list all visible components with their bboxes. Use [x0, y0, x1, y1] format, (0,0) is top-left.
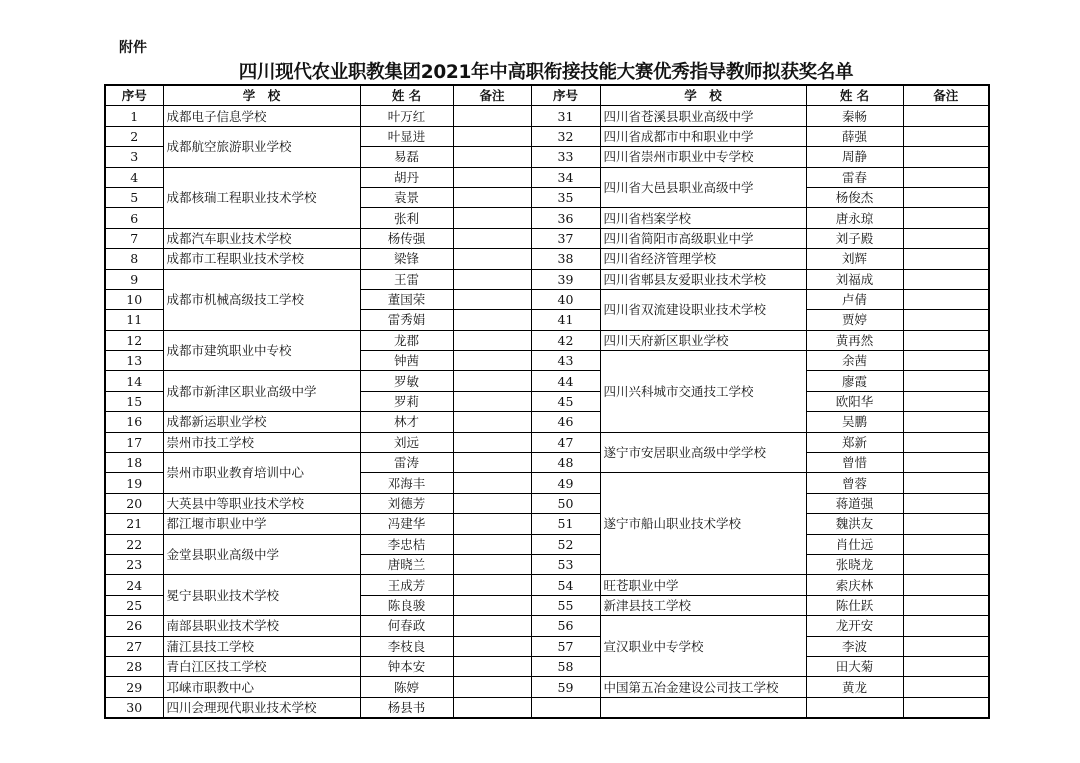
- note-cell: [903, 330, 989, 350]
- school-cell: 四川会理现代职业技术学校: [163, 697, 360, 718]
- table-row: [105, 493, 989, 513]
- note-cell: [903, 351, 989, 371]
- note-cell: [903, 636, 989, 656]
- seq-cell: 50: [531, 493, 600, 513]
- table-row: [105, 534, 989, 554]
- note-cell: [903, 106, 989, 126]
- note-cell: [903, 228, 989, 248]
- seq-cell: 27: [105, 636, 163, 656]
- school-cell: 四川省郫县友爱职业技术学校: [600, 269, 806, 289]
- header-note: 备注: [903, 85, 989, 106]
- seq-cell: 20: [105, 493, 163, 513]
- name-cell: 何春政: [360, 616, 453, 636]
- name-cell: 刘远: [360, 432, 453, 452]
- seq-cell: 34: [531, 167, 600, 187]
- name-cell: 叶显进: [360, 126, 453, 146]
- seq-cell: 46: [531, 412, 600, 432]
- table-row: [105, 126, 989, 146]
- name-cell: 刘福成: [806, 269, 903, 289]
- note-cell: [903, 167, 989, 187]
- name-cell: 钟茜: [360, 351, 453, 371]
- note-cell: [453, 595, 531, 615]
- header-note: 备注: [453, 85, 531, 106]
- table-row: [105, 269, 989, 289]
- seq-cell: 19: [105, 473, 163, 493]
- seq-cell: 14: [105, 371, 163, 391]
- name-cell: 罗莉: [360, 391, 453, 411]
- name-cell: 董国荣: [360, 289, 453, 309]
- seq-cell: 8: [105, 249, 163, 269]
- note-cell: [453, 351, 531, 371]
- name-cell: 秦畅: [806, 106, 903, 126]
- table-row: [105, 697, 989, 718]
- school-cell: 四川兴科城市交通技工学校: [600, 351, 806, 433]
- school-cell: 四川省大邑县职业高级中学: [600, 167, 806, 208]
- seq-cell: 40: [531, 289, 600, 309]
- school-cell: 四川天府新区职业学校: [600, 330, 806, 350]
- name-cell: 陈婷: [360, 677, 453, 697]
- seq-cell: 7: [105, 228, 163, 248]
- note-cell: [453, 493, 531, 513]
- note-cell: [453, 575, 531, 595]
- name-cell: 卢倩: [806, 289, 903, 309]
- seq-cell: 10: [105, 289, 163, 309]
- note-cell: [453, 453, 531, 473]
- school-cell: 宣汉职业中专学校: [600, 616, 806, 677]
- table-row: [105, 575, 989, 595]
- seq-cell: 43: [531, 351, 600, 371]
- note-cell: [903, 187, 989, 207]
- name-cell: 梁锋: [360, 249, 453, 269]
- note-cell: [453, 616, 531, 636]
- name-cell: 薛强: [806, 126, 903, 146]
- name-cell: [806, 697, 903, 718]
- seq-cell: 23: [105, 554, 163, 574]
- seq-cell: 28: [105, 656, 163, 676]
- note-cell: [453, 697, 531, 718]
- name-cell: 刘德芳: [360, 493, 453, 513]
- table-row: [105, 330, 989, 350]
- name-cell: 廖霞: [806, 371, 903, 391]
- name-cell: 李忠桔: [360, 534, 453, 554]
- table-row: [105, 453, 989, 473]
- school-cell: 成都市新津区职业高级中学: [163, 371, 360, 412]
- seq-cell: 6: [105, 208, 163, 228]
- note-cell: [453, 310, 531, 330]
- note-cell: [453, 289, 531, 309]
- note-cell: [453, 412, 531, 432]
- school-cell: 四川省双流建设职业技术学校: [600, 289, 806, 330]
- school-cell: 崇州市技工学校: [163, 432, 360, 452]
- school-cell: 青白江区技工学校: [163, 656, 360, 676]
- name-cell: 吴鹏: [806, 412, 903, 432]
- note-cell: [453, 269, 531, 289]
- note-cell: [903, 249, 989, 269]
- name-cell: 易磊: [360, 147, 453, 167]
- header-seq: 序号: [105, 85, 163, 106]
- school-cell: 遂宁市船山职业技术学校: [600, 473, 806, 575]
- school-cell: 冕宁县职业技术学校: [163, 575, 360, 616]
- table-row: [105, 167, 989, 187]
- table-row: [105, 432, 989, 452]
- school-cell: 中国第五冶金建设公司技工学校: [600, 677, 806, 697]
- seq-cell: 58: [531, 656, 600, 676]
- table-row: [105, 677, 989, 697]
- school-cell: 金堂县职业高级中学: [163, 534, 360, 575]
- name-cell: 曾惜: [806, 453, 903, 473]
- note-cell: [453, 391, 531, 411]
- note-cell: [453, 534, 531, 554]
- note-cell: [903, 595, 989, 615]
- school-cell: 成都航空旅游职业学校: [163, 126, 360, 167]
- name-cell: 周静: [806, 147, 903, 167]
- seq-cell: 56: [531, 616, 600, 636]
- name-cell: 雷涛: [360, 453, 453, 473]
- note-cell: [903, 616, 989, 636]
- seq-cell: 4: [105, 167, 163, 187]
- document-title: 四川现代农业职教集团2021年中高职衔接技能大赛优秀指导教师拟获奖名单: [238, 62, 854, 83]
- name-cell: 曾蓉: [806, 473, 903, 493]
- seq-cell: 2: [105, 126, 163, 146]
- seq-cell: 53: [531, 554, 600, 574]
- seq-cell: 15: [105, 391, 163, 411]
- seq-cell: 51: [531, 514, 600, 534]
- note-cell: [903, 126, 989, 146]
- seq-cell: 49: [531, 473, 600, 493]
- attachment-label: 附件: [119, 40, 147, 56]
- note-cell: [453, 167, 531, 187]
- note-cell: [453, 187, 531, 207]
- name-cell: 黄龙: [806, 677, 903, 697]
- note-cell: [903, 656, 989, 676]
- seq-cell: 37: [531, 228, 600, 248]
- seq-cell: 26: [105, 616, 163, 636]
- school-cell: 新津县技工学校: [600, 595, 806, 615]
- note-cell: [453, 432, 531, 452]
- note-cell: [903, 534, 989, 554]
- seq-cell: 3: [105, 147, 163, 167]
- school-cell: 都江堰市职业中学: [163, 514, 360, 534]
- school-cell: 四川省成都市中和职业中学: [600, 126, 806, 146]
- note-cell: [903, 289, 989, 309]
- header-name: 姓 名: [806, 85, 903, 106]
- name-cell: 龙开安: [806, 616, 903, 636]
- school-cell: 四川省简阳市高级职业中学: [600, 228, 806, 248]
- table-row: [105, 656, 989, 676]
- seq-cell: 32: [531, 126, 600, 146]
- note-cell: [903, 493, 989, 513]
- name-cell: 魏洪友: [806, 514, 903, 534]
- school-cell: [600, 697, 806, 718]
- note-cell: [453, 636, 531, 656]
- name-cell: 郑新: [806, 432, 903, 452]
- seq-cell: 16: [105, 412, 163, 432]
- seq-cell: 41: [531, 310, 600, 330]
- name-cell: 罗敏: [360, 371, 453, 391]
- school-cell: 崇州市职业教育培训中心: [163, 453, 360, 494]
- seq-cell: 36: [531, 208, 600, 228]
- name-cell: 唐晓兰: [360, 554, 453, 574]
- name-cell: 陈良骏: [360, 595, 453, 615]
- school-cell: 四川省经济管理学校: [600, 249, 806, 269]
- name-cell: 叶万红: [360, 106, 453, 126]
- school-cell: 邛崃市职教中心: [163, 677, 360, 697]
- name-cell: 杨县书: [360, 697, 453, 718]
- seq-cell: 47: [531, 432, 600, 452]
- name-cell: 钟本安: [360, 656, 453, 676]
- note-cell: [903, 391, 989, 411]
- note-cell: [903, 432, 989, 452]
- name-cell: 杨俊杰: [806, 187, 903, 207]
- note-cell: [453, 208, 531, 228]
- name-cell: 余茜: [806, 351, 903, 371]
- name-cell: 欧阳华: [806, 391, 903, 411]
- seq-cell: 11: [105, 310, 163, 330]
- name-cell: 陈仕跃: [806, 595, 903, 615]
- name-cell: 索庆林: [806, 575, 903, 595]
- name-cell: 张利: [360, 208, 453, 228]
- note-cell: [903, 453, 989, 473]
- seq-cell: 54: [531, 575, 600, 595]
- table-header-row: [105, 85, 989, 106]
- table-row: [105, 616, 989, 636]
- note-cell: [453, 656, 531, 676]
- header-school: 学 校: [600, 85, 806, 106]
- name-cell: 肖仕远: [806, 534, 903, 554]
- seq-cell: [531, 697, 600, 718]
- seq-cell: 44: [531, 371, 600, 391]
- header-school: 学 校: [163, 85, 360, 106]
- seq-cell: 22: [105, 534, 163, 554]
- seq-cell: 42: [531, 330, 600, 350]
- note-cell: [453, 677, 531, 697]
- seq-cell: 12: [105, 330, 163, 350]
- name-cell: 王雷: [360, 269, 453, 289]
- seq-cell: 33: [531, 147, 600, 167]
- note-cell: [453, 371, 531, 391]
- name-cell: 雷春: [806, 167, 903, 187]
- name-cell: 李波: [806, 636, 903, 656]
- seq-cell: 39: [531, 269, 600, 289]
- table-row: [105, 249, 989, 269]
- name-cell: 李枝良: [360, 636, 453, 656]
- name-cell: 龙郡: [360, 330, 453, 350]
- school-cell: 成都市工程职业技术学校: [163, 249, 360, 269]
- table-row: [105, 371, 989, 391]
- school-cell: 四川省苍溪县职业高级中学: [600, 106, 806, 126]
- name-cell: 贾婷: [806, 310, 903, 330]
- seq-cell: 57: [531, 636, 600, 656]
- school-cell: 成都市建筑职业中专校: [163, 330, 360, 371]
- name-cell: 林才: [360, 412, 453, 432]
- table-row: [105, 228, 989, 248]
- school-cell: 旺苍职业中学: [600, 575, 806, 595]
- table-row: [105, 636, 989, 656]
- note-cell: [453, 554, 531, 574]
- school-cell: 四川省档案学校: [600, 208, 806, 228]
- note-cell: [903, 269, 989, 289]
- table-row: [105, 106, 989, 126]
- school-cell: 成都市机械高级技工学校: [163, 269, 360, 330]
- note-cell: [453, 473, 531, 493]
- seq-cell: 9: [105, 269, 163, 289]
- note-cell: [903, 412, 989, 432]
- name-cell: 刘子殿: [806, 228, 903, 248]
- seq-cell: 18: [105, 453, 163, 473]
- note-cell: [903, 677, 989, 697]
- name-cell: 胡丹: [360, 167, 453, 187]
- name-cell: 黄再然: [806, 330, 903, 350]
- note-cell: [453, 147, 531, 167]
- table-row: [105, 514, 989, 534]
- note-cell: [903, 514, 989, 534]
- name-cell: 杨传强: [360, 228, 453, 248]
- note-cell: [903, 147, 989, 167]
- name-cell: 王成芳: [360, 575, 453, 595]
- note-cell: [903, 473, 989, 493]
- note-cell: [453, 249, 531, 269]
- note-cell: [453, 106, 531, 126]
- seq-cell: 29: [105, 677, 163, 697]
- name-cell: 张晓龙: [806, 554, 903, 574]
- seq-cell: 38: [531, 249, 600, 269]
- name-cell: 雷秀娟: [360, 310, 453, 330]
- name-cell: 蒋道强: [806, 493, 903, 513]
- school-cell: 遂宁市安居职业高级中学学校: [600, 432, 806, 473]
- header-seq: 序号: [531, 85, 600, 106]
- seq-cell: 59: [531, 677, 600, 697]
- seq-cell: 17: [105, 432, 163, 452]
- seq-cell: 5: [105, 187, 163, 207]
- note-cell: [453, 330, 531, 350]
- seq-cell: 21: [105, 514, 163, 534]
- school-cell: 成都新运职业学校: [163, 412, 360, 432]
- school-cell: 四川省崇州市职业中专学校: [600, 147, 806, 167]
- seq-cell: 30: [105, 697, 163, 718]
- seq-cell: 25: [105, 595, 163, 615]
- seq-cell: 45: [531, 391, 600, 411]
- name-cell: 袁景: [360, 187, 453, 207]
- note-cell: [903, 310, 989, 330]
- seq-cell: 24: [105, 575, 163, 595]
- seq-cell: 55: [531, 595, 600, 615]
- name-cell: 田大菊: [806, 656, 903, 676]
- name-cell: 邓海丰: [360, 473, 453, 493]
- school-cell: 大英县中等职业技术学校: [163, 493, 360, 513]
- seq-cell: 35: [531, 187, 600, 207]
- note-cell: [453, 126, 531, 146]
- award-table: [104, 84, 990, 719]
- seq-cell: 52: [531, 534, 600, 554]
- note-cell: [903, 371, 989, 391]
- school-cell: 成都汽车职业技术学校: [163, 228, 360, 248]
- note-cell: [903, 208, 989, 228]
- name-cell: 刘辉: [806, 249, 903, 269]
- seq-cell: 1: [105, 106, 163, 126]
- note-cell: [903, 554, 989, 574]
- note-cell: [903, 575, 989, 595]
- note-cell: [903, 697, 989, 718]
- name-cell: 冯建华: [360, 514, 453, 534]
- school-cell: 南部县职业技术学校: [163, 616, 360, 636]
- seq-cell: 48: [531, 453, 600, 473]
- table-row: [105, 412, 989, 432]
- seq-cell: 13: [105, 351, 163, 371]
- school-cell: 成都电子信息学校: [163, 106, 360, 126]
- school-cell: 成都核瑞工程职业技术学校: [163, 167, 360, 228]
- seq-cell: 31: [531, 106, 600, 126]
- header-name: 姓 名: [360, 85, 453, 106]
- note-cell: [453, 514, 531, 534]
- note-cell: [453, 228, 531, 248]
- school-cell: 蒲江县技工学校: [163, 636, 360, 656]
- name-cell: 唐永琼: [806, 208, 903, 228]
